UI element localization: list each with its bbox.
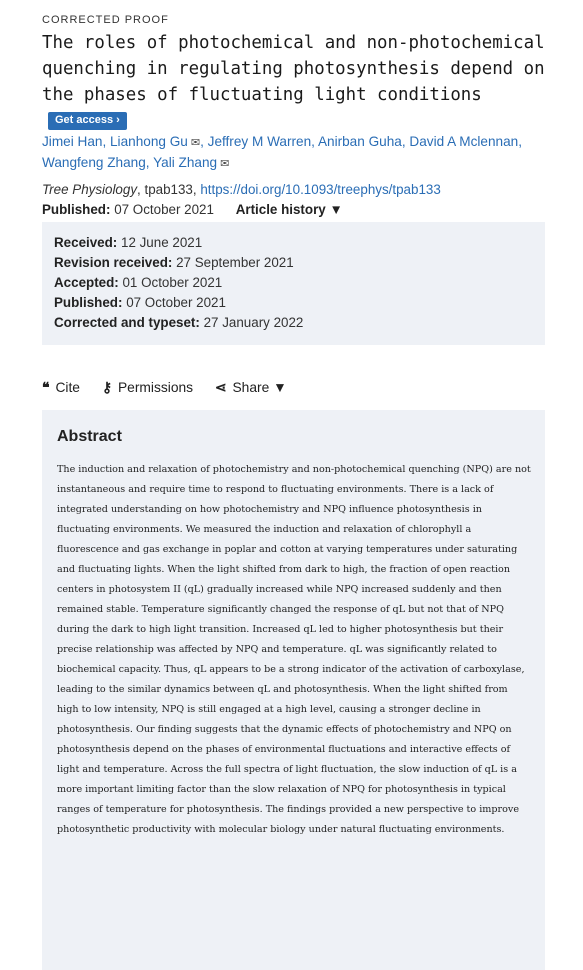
permissions-label: Permissions [117, 380, 194, 395]
history-date: 01 October 2021 [122, 275, 223, 290]
published-label: Published: [42, 202, 111, 217]
history-label: Accepted: [54, 275, 119, 290]
history-date: 27 September 2021 [176, 255, 294, 270]
citation-line: Tree Physiology, tpab133, https://doi.org/10.1093/treephys/tpab133 [42, 182, 441, 197]
history-label: Published: [54, 295, 123, 310]
article-status: CORRECTED PROOF [42, 14, 169, 26]
share-icon: ⋖ [214, 380, 227, 395]
history-label: Revision received: [54, 255, 173, 270]
history-date: 12 June 2021 [121, 235, 203, 250]
abstract-heading: Abstract [57, 428, 122, 445]
author-link[interactable]: Jeffrey M Warren [207, 134, 312, 149]
email-icon[interactable]: ✉ [220, 158, 230, 170]
abstract-section [42, 410, 545, 970]
author-link[interactable]: Jimei Han [42, 134, 103, 149]
history-date: 27 January 2022 [203, 315, 304, 330]
history-row [54, 275, 222, 290]
author-link[interactable]: David A Mclennan [409, 134, 519, 149]
author-link[interactable]: Yali Zhang [153, 155, 218, 170]
email-icon[interactable]: ✉ [190, 137, 201, 149]
author-link[interactable]: Anirban Guha [317, 134, 402, 149]
permissions-button[interactable] [102, 380, 193, 395]
article-history-panel [42, 222, 545, 345]
history-row [54, 255, 294, 270]
article-title-text: The roles of photochemical and non-photochemical quenching in regulating photosynthesis depend on the phases of fluctuating light conditions [42, 33, 545, 105]
history-row [54, 235, 202, 250]
author-link[interactable]: Lianhong Gu [110, 134, 188, 149]
share-label: Share ▼ [232, 380, 287, 395]
author-link[interactable]: Wangfeng Zhang [42, 155, 146, 170]
abstract-body: The induction and relaxation of photochemistry and non-photochemical quenching (NPQ) are not instantaneous and require time to respond to fluctuating environments. There is a lack of integrated understanding on how photochemistry and NPQ influence photosynthesis in fluctuating environments. We measured the induction and relaxation of chlorophyll a fluorescence and gas exchange in poplar and cotton at varying temperatures under saturating and fluctuating lights. When the light shifted from dark to high, the fraction of open reaction centers in photosystem II (qL) gradually increased while NPQ increased suddenly and then remained stable. Temperature significantly changed the response of qL but not that of NPQ during the dark to high light transition. Increased qL led to higher photosynthesis but their precise relationship was affected by NPQ and temperature. qL was significantly related to biochemical capacity. Thus, qL appears to be a strong indicator of the activation of carboxylase, leading to the similar dynamics between qL and photosynthesis. When the light shifted from high to low intensity, NPQ is still engaged at a high level, causing a stronger decline in photosynthesis. Our finding suggests that the dynamic effects of photochemistry and NPQ on photosynthesis depend on the phases of environmental fluctuations and interactive effects of light and temperature. Across the full spectra of light fluctuation, the slow induction of qL is a more important limiting factor than the slow relaxation of NPQ for photosynthesis in typical ranges of temperature for photosynthesis. The findings provided a new perspective to improve photosynthetic productivity with molecular biology under natural fluctuating environments. [57, 464, 531, 835]
get-access-label: Get access [55, 114, 114, 126]
history-date: 07 October 2021 [126, 295, 226, 310]
history-label: Corrected and typeset: [54, 315, 200, 330]
published-date: 07 October 2021 [114, 202, 214, 217]
article-id: tpab133 [144, 182, 193, 197]
history-row [54, 315, 303, 330]
history-label: Received: [54, 235, 118, 250]
key-icon: ⚷ [101, 380, 112, 395]
author-list: Jimei Han, Lianhong Gu ✉, Jeffrey M Warren, Anirban Guha, David A Mclennan, Wangfeng Zhang, Yali Zhang ✉ [42, 134, 523, 170]
journal-name: Tree Physiology [42, 182, 138, 197]
published-line [42, 202, 343, 217]
quote-icon: ❝ [42, 380, 50, 395]
article-title [42, 30, 562, 134]
article-tools [42, 380, 305, 396]
cite-button[interactable] [42, 380, 80, 395]
doi-link[interactable]: https://doi.org/10.1093/treephys/tpab133 [200, 182, 441, 197]
article-history-toggle[interactable]: Article history ▼ [235, 202, 343, 217]
get-access-button[interactable] [48, 112, 127, 130]
share-button[interactable] [215, 380, 287, 395]
chevron-right-icon: › [116, 114, 120, 126]
history-row [54, 295, 226, 310]
cite-label: Cite [55, 380, 80, 395]
